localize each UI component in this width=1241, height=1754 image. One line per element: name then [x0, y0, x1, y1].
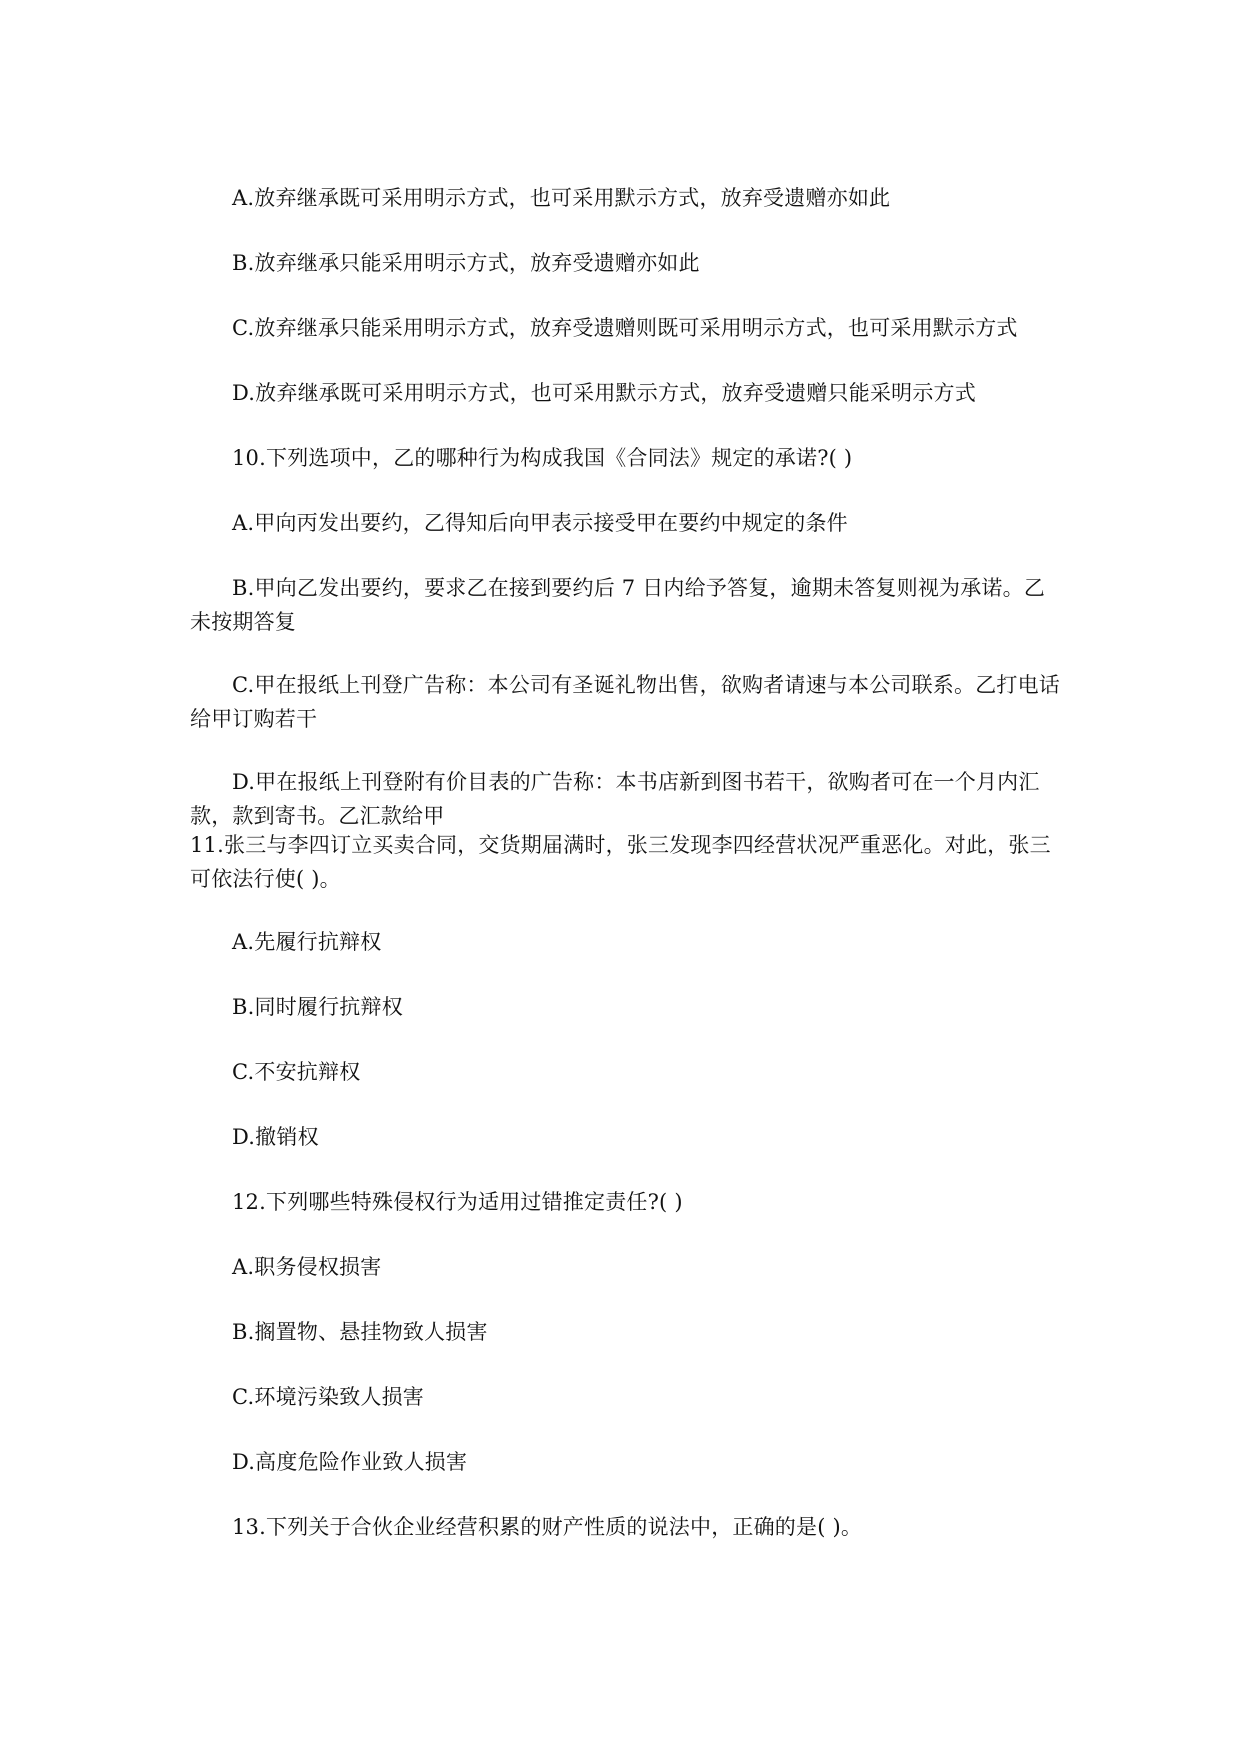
q10-option-c: C.甲在报纸上刊登广告称：本公司有圣诞礼物出售，欲购者请速与本公司联系。乙打电话给甲订购若干 [190, 673, 1060, 731]
q12-option-a: A.职务侵权损害 [232, 1255, 382, 1279]
q12-option-b: B.搁置物、悬挂物致人损害 [232, 1320, 488, 1344]
q9-option-d: D.放弃继承既可采用明示方式，也可采用默示方式，放弃受遗赠只能采明示方式 [232, 381, 976, 405]
q10-option-b: B.甲向乙发出要约，要求乙在接到要约后 7 日内给予答复，逾期未答复则视为承诺。乙未按期答复 [190, 576, 1046, 634]
q11-option-b: B.同时履行抗辩权 [232, 995, 403, 1019]
q10-option-d: D.甲在报纸上刊登附有价目表的广告称：本书店新到图书若干，欲购者可在一个月内汇款，款到寄书。乙汇款给甲 [190, 770, 1040, 828]
q10-option-a: A.甲向丙发出要约，乙得知后向甲表示接受甲在要约中规定的条件 [232, 511, 848, 535]
q9-option-c: C.放弃继承只能采用明示方式，放弃受遗赠则既可采用明示方式，也可采用默示方式 [232, 316, 1018, 340]
q10-stem: 10.下列选项中，乙的哪种行为构成我国《合同法》规定的承诺?( ) [232, 446, 853, 470]
q11-option-c: C.不安抗辩权 [232, 1060, 361, 1084]
q9-option-a: A.放弃继承既可采用明示方式，也可采用默示方式，放弃受遗赠亦如此 [232, 186, 891, 210]
q13-stem: 13.下列关于合伙企业经营积累的财产性质的说法中，正确的是( )。 [232, 1515, 863, 1539]
q12-option-d: D.高度危险作业致人损害 [232, 1450, 468, 1474]
q11-option-d: D.撤销权 [232, 1125, 319, 1149]
q12-option-c: C.环境污染致人损害 [232, 1385, 424, 1409]
q9-option-b: B.放弃继承只能采用明示方式，放弃受遗赠亦如此 [232, 251, 700, 275]
q12-stem: 12.下列哪些特殊侵权行为适用过错推定责任?( ) [232, 1190, 683, 1214]
q11-stem: 11.张三与李四订立买卖合同，交货期届满时，张三发现李四经营状况严重恶化。对此，张三可依法行使( )。 [190, 833, 1051, 891]
q11-option-a: A.先履行抗辩权 [232, 930, 382, 954]
